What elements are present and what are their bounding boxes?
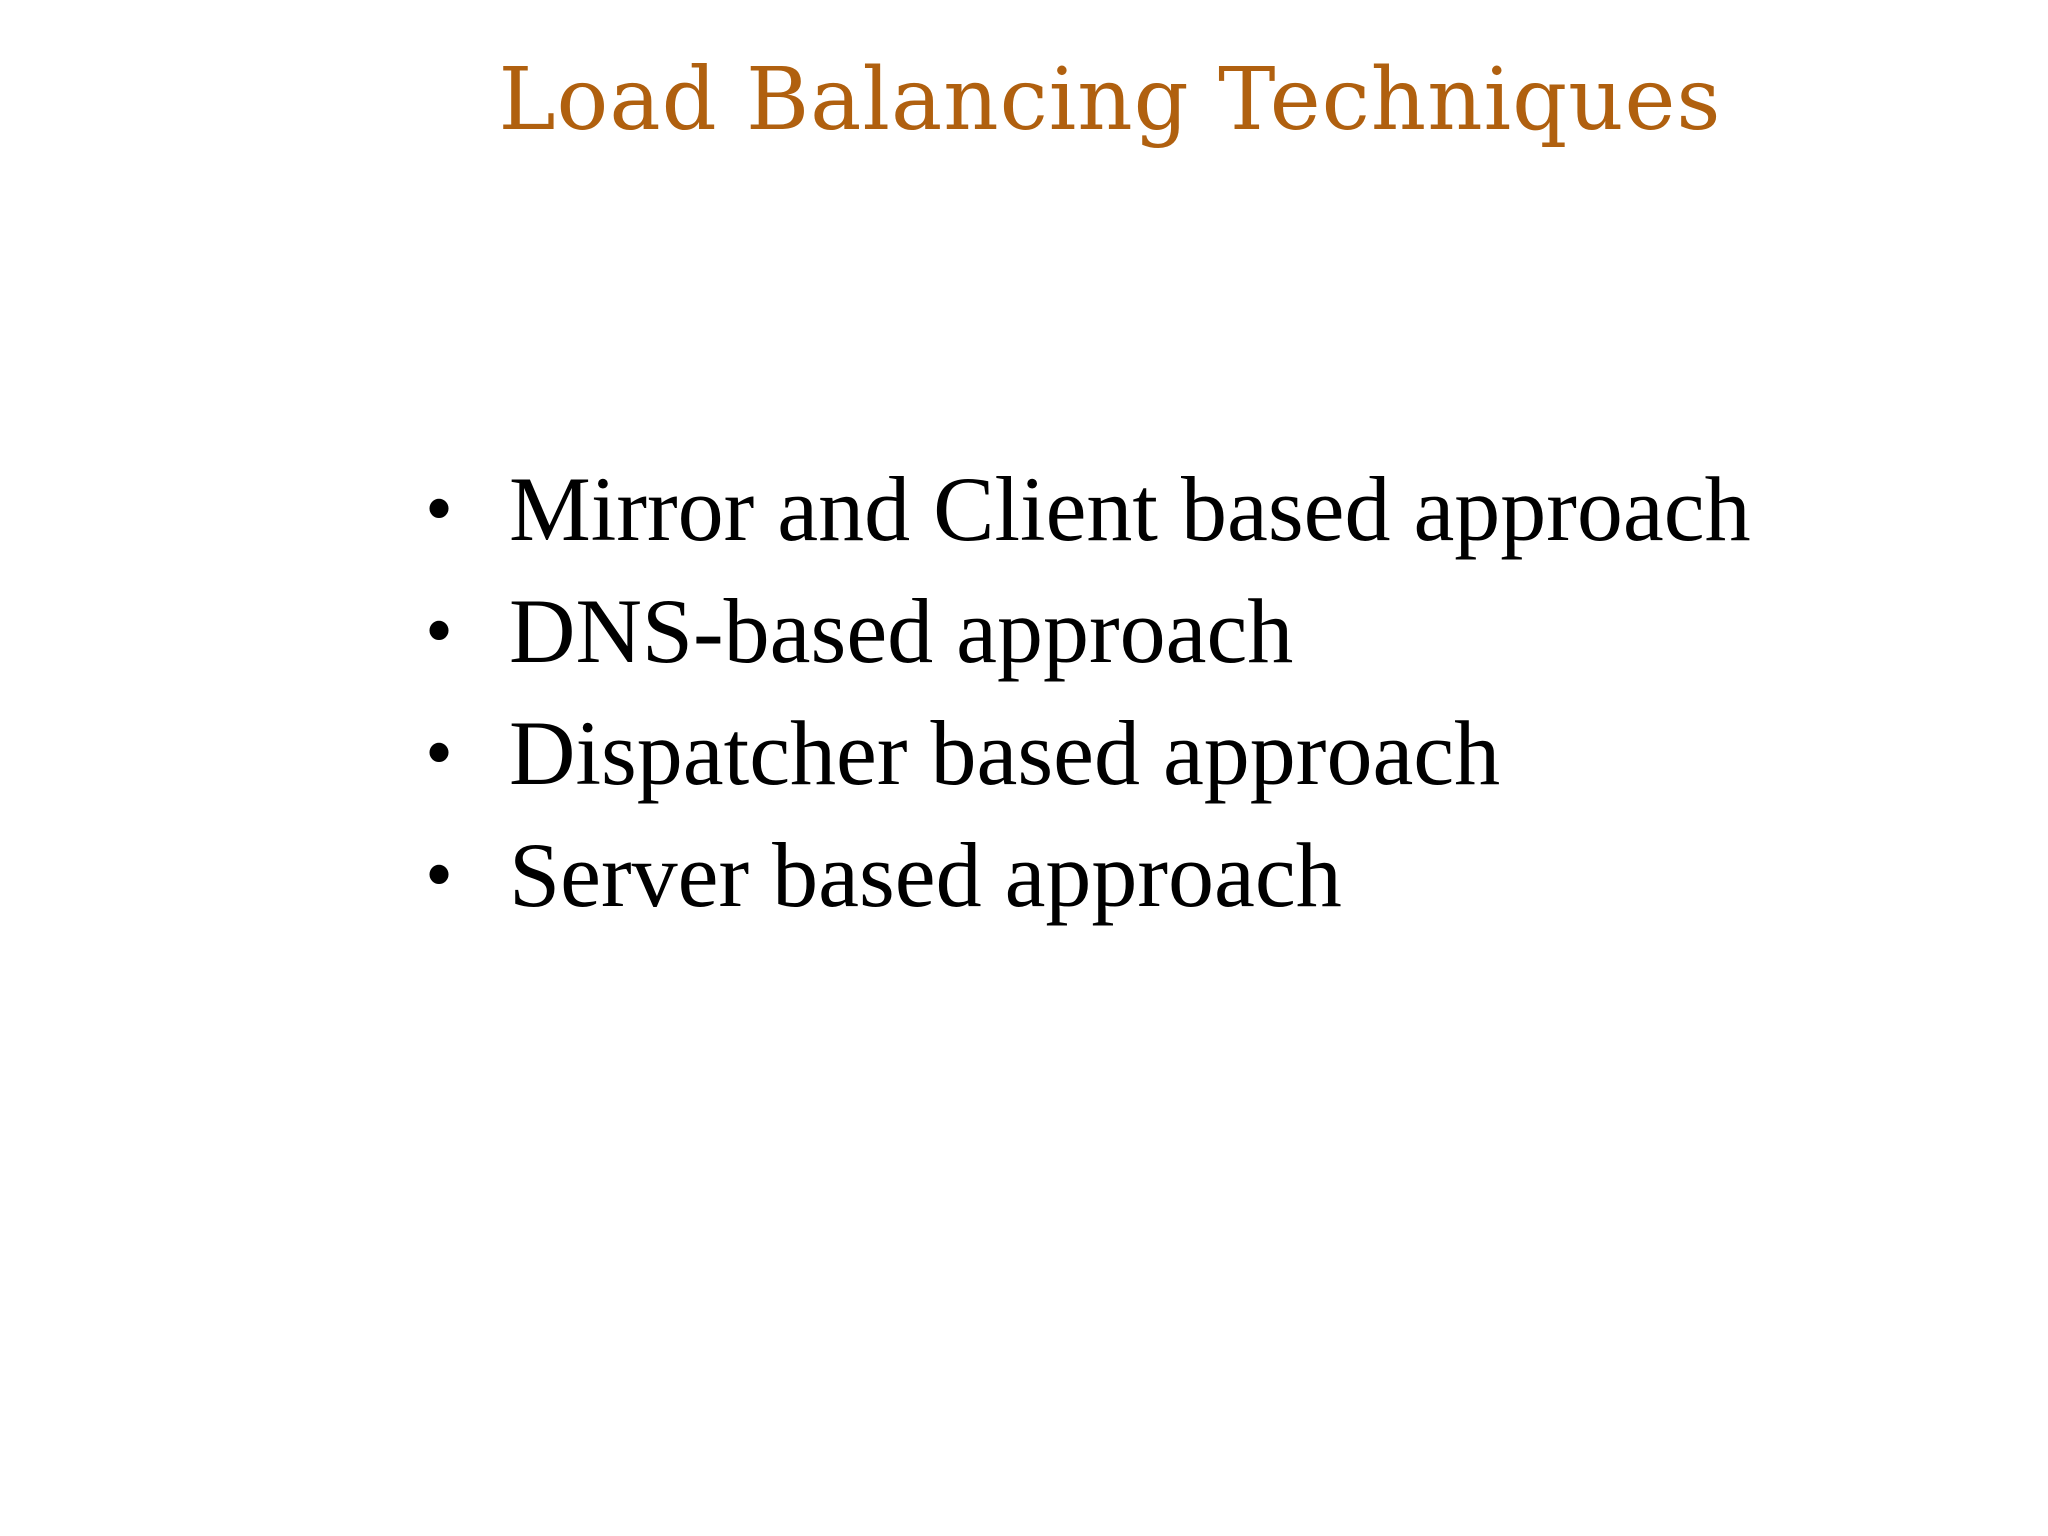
bullet-text: DNS-based approach (509, 580, 1294, 682)
bullet-text: Dispatcher based approach (509, 702, 1501, 804)
bullet-icon: • (425, 831, 454, 919)
bullet-icon: • (425, 709, 454, 797)
bullet-icon: • (425, 465, 454, 553)
bullet-text: Server based approach (509, 824, 1342, 926)
slide-title: Load Balancing Techniques (498, 50, 1722, 150)
bullet-text: Mirror and Client based approach (509, 458, 1751, 560)
bullet-icon: • (425, 587, 454, 675)
